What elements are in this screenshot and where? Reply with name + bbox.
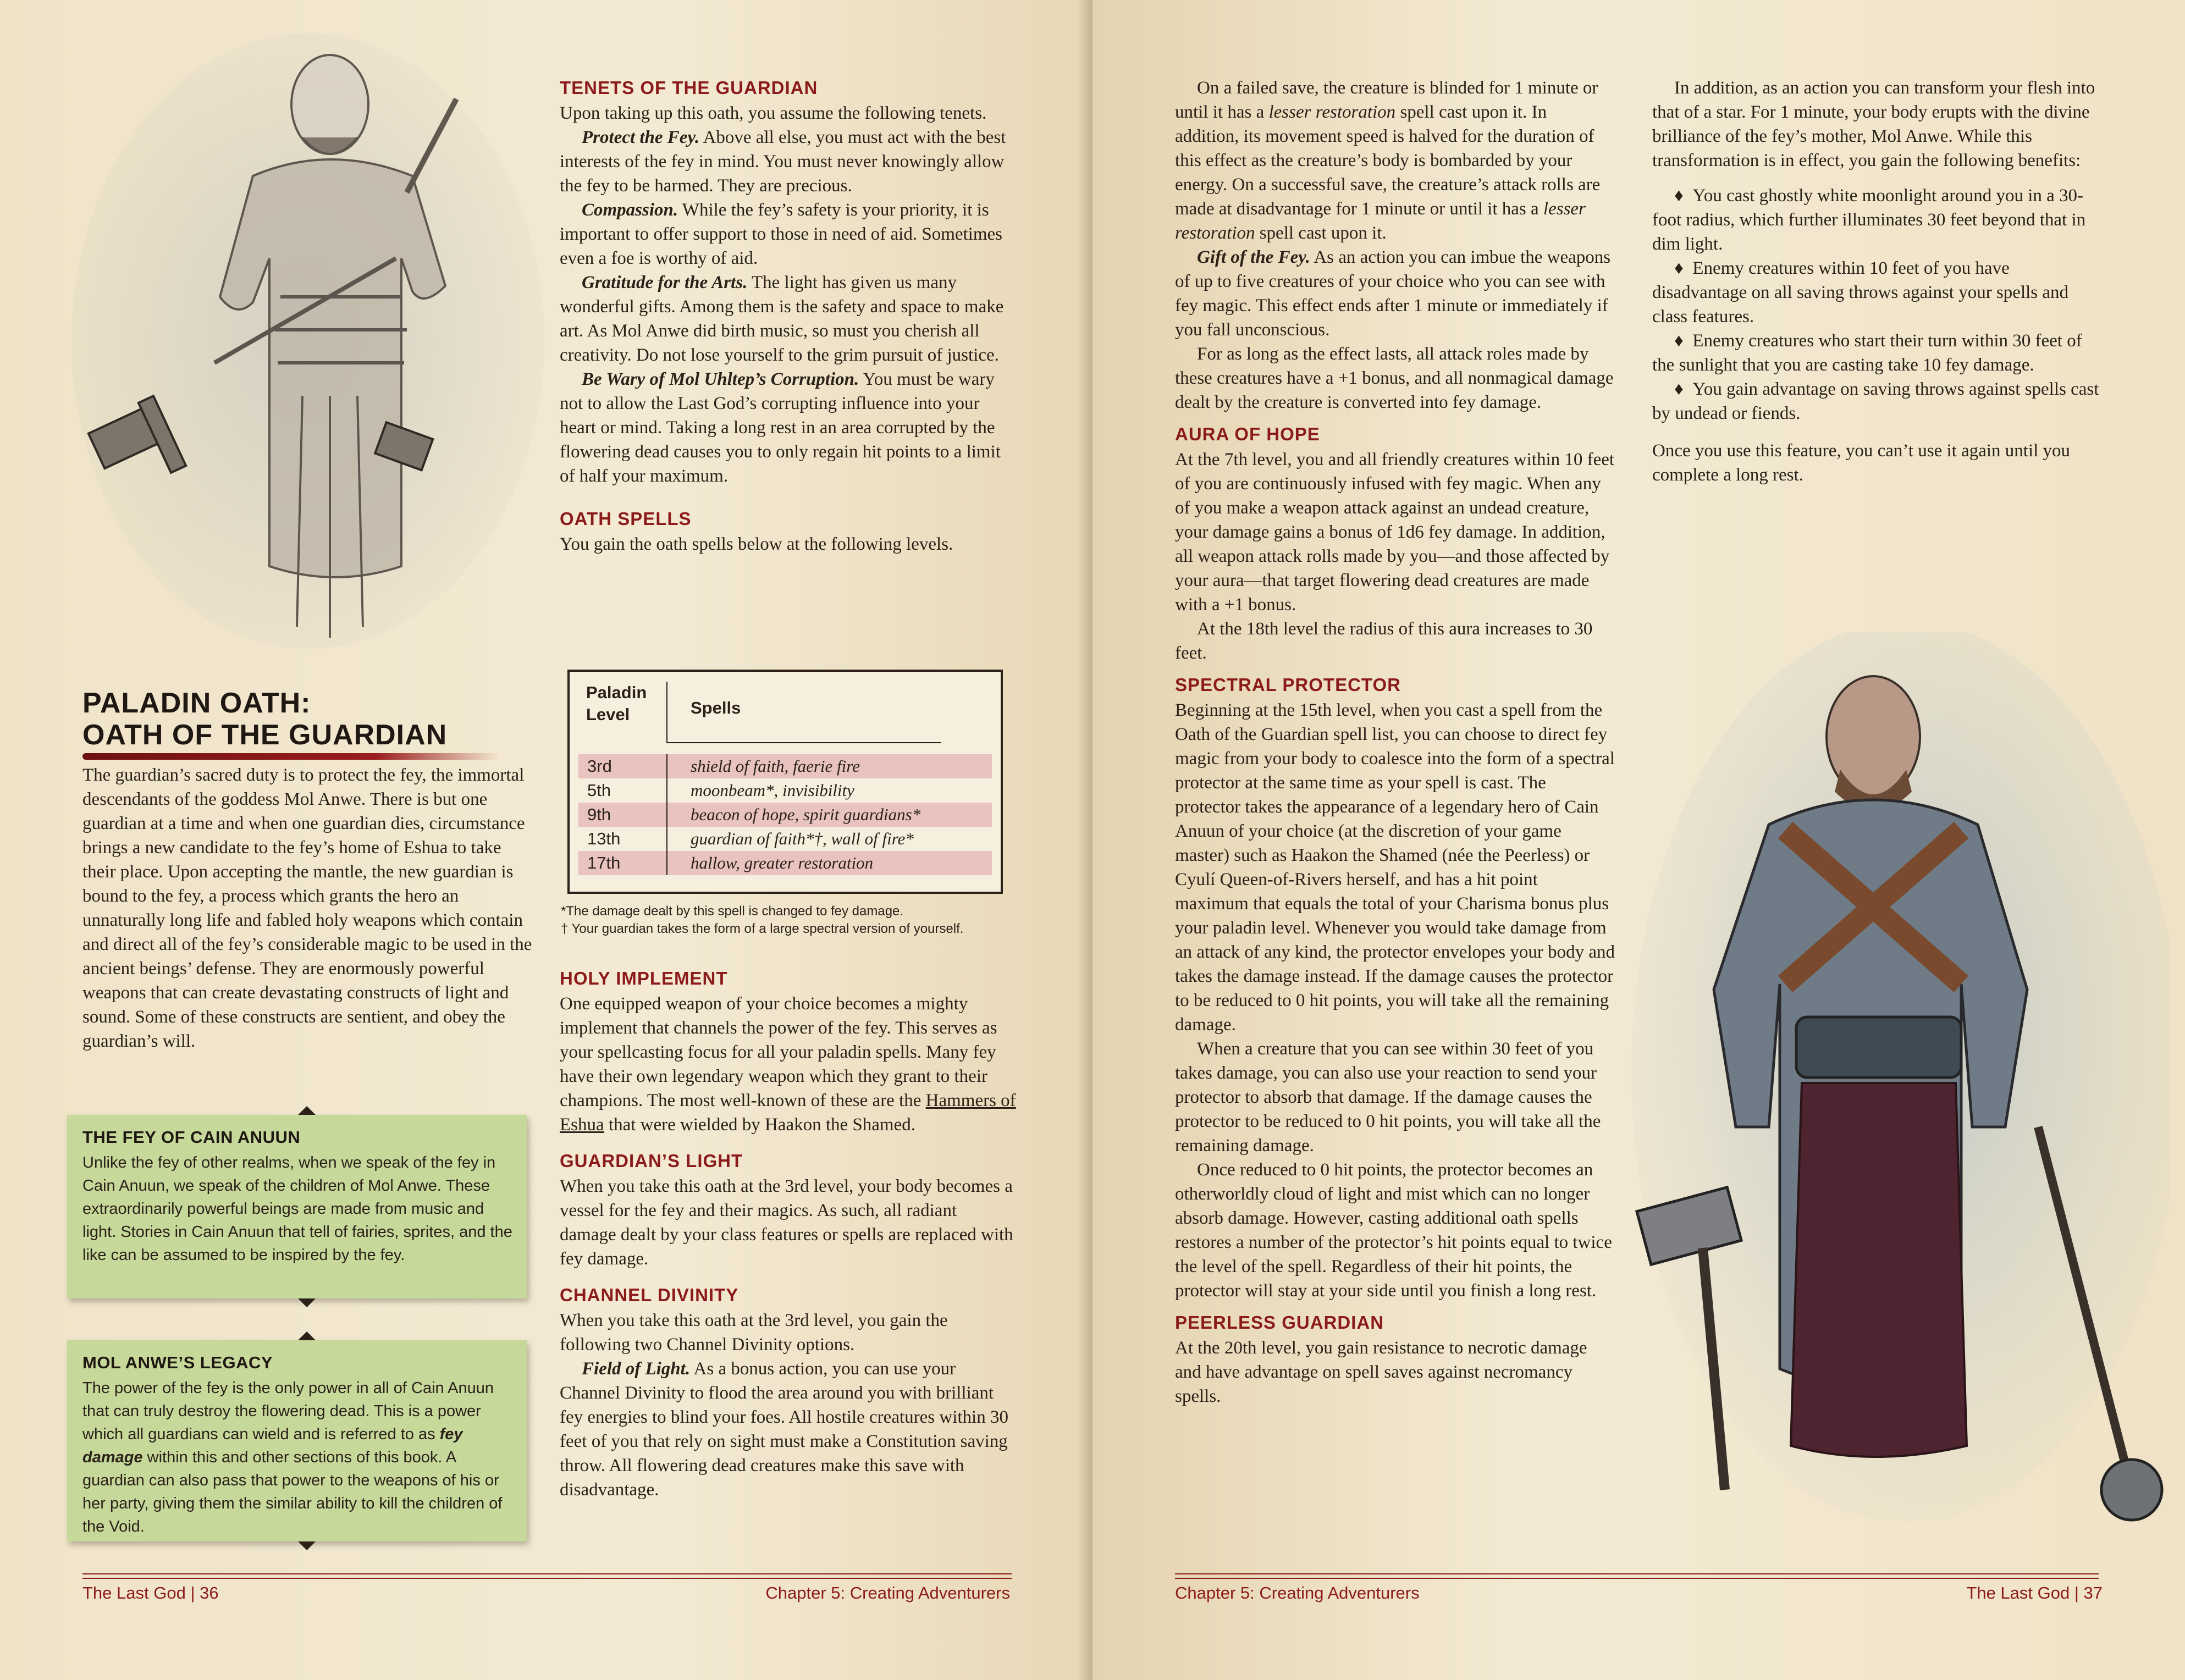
diamond-bullet-icon: ♦	[1674, 379, 1684, 399]
sidebar-heading: THE FEY OF CAIN ANUUN	[82, 1128, 301, 1147]
benefit-bullet: ♦ Enemy creatures who start their turn within 30 feet of the sunlight that you are casting take 10 fey damage.	[1652, 331, 2082, 375]
footer-book-page-left: The Last God | 36	[82, 1583, 219, 1602]
spectral-protector-text-3: Once reduced to 0 hit points, the protector becomes an otherworldly cloud of light and mist which can no longer absorb damage. However, casting additional oath spells restores a number of the protector’s hit points equal to twice the level of the spell. Regardless of their hit points, the protector will stay at your side until you finish a long rest.	[1175, 1160, 1612, 1301]
star-form-intro: In addition, as an action you can transform your flesh into that of a star. For 1 minute, your body erupts with the divine brilliance of the fey’s mother, Mol Anwe. While this transformation is in effect, you gain the following benefits:	[1652, 78, 2095, 170]
left-intro-column	[82, 763, 532, 1053]
sidebar-text-c: within this and other sections of this book. A guardian can also pass that power to the weapons of his or her party, giving them the similar ability to kill the children of the Void.	[82, 1449, 503, 1535]
table-header-level: Paladin Level	[586, 683, 647, 724]
sidebar-notch-top	[298, 1106, 316, 1115]
color-paladin-illustration	[1620, 632, 2170, 1567]
fey-damage-term: fey damage	[82, 1425, 463, 1466]
sidebar-heading: MOL ANWE’S LEGACY	[82, 1353, 273, 1372]
spectral-protector-heading: SPECTRAL PROTECTOR	[1175, 675, 1401, 695]
left-page	[0, 0, 1092, 1680]
table-header-rule	[666, 742, 941, 743]
footer-chapter-left: Chapter 5: Creating Adventurers	[765, 1583, 1010, 1602]
guardians-light-text: When you take this oath at the 3rd level, your body becomes a vessel for the fey and their magics. As such, all radiant damage dealt by your class features or spells are replaced with fey damage.	[560, 1176, 1013, 1269]
sidebar-notch-bottom	[298, 1298, 316, 1307]
right-page	[1092, 0, 2185, 1680]
aura-of-hope-text-2: At the 18th level the radius of this aura increases to 30 feet.	[1175, 619, 1593, 663]
spectral-protector-text: Beginning at the 15th level, when you cast a spell from the Oath of the Guardian spell list, you can choose to direct fey magic from your body to coalesce into the form of a spectral protector at the same time as your spell is cast. The protector takes the appearance of a legendary hero of Cain Anuun of your choice (at the discretion of your game master) such as Haakon the Shamed (née the Peerless) or Cyulí Queen-of-Rivers herself, and has a hit point maximum that equals the total of your Charisma bonus plus your paladin level. Whenever you would take damage from an attack of any kind, the protector envelopes your body and takes the damage instead. If the damage causes the protector to be reduced to 0 hit points, you will take all the remaining damage.	[1175, 700, 1615, 1035]
oath-spells-table	[567, 670, 1003, 894]
aura-of-hope-heading: AURA OF HOPE	[1175, 424, 1320, 444]
title-brush-stroke	[82, 753, 500, 760]
spectral-protector-text-2: When a creature that you can see within 30 feet of you takes damage, you can also use your reaction to send your protector to absorb that damage. If the damage causes the protector to be reduced to 0 hit points, you will take all the remaining damage.	[1175, 1039, 1601, 1156]
diamond-bullet-icon: ♦	[1674, 258, 1684, 278]
gift-of-the-fey-text-2: For as long as the effect lasts, all attack roles made by these creatures have a +1 bonus, and all nonmagical damage dealt by the creature is converted into fey damage.	[1175, 344, 1614, 412]
table-row: 17th hallow, greater restoration	[578, 851, 992, 875]
tenets-heading: TENETS OF THE GUARDIAN	[560, 78, 818, 98]
tenet-item: Protect the Fey. Above all else, you must act with the best interests of the fey in mind. You must never knowingly allow the fey to be harmed. They are precious.	[560, 128, 1006, 196]
table-footnotes	[561, 903, 1023, 938]
channel-divinity-heading: CHANNEL DIVINITY	[560, 1285, 739, 1305]
diamond-bullet-icon: ♦	[1674, 186, 1684, 206]
footnote-dagger: † Your guardian takes the form of a large spectral version of yourself.	[561, 921, 964, 936]
intro-paragraph: The guardian’s sacred duty is to protect the fey, the immortal descendants of the goddess Mol Anwe. There is but one guardian at a time and when one guardian dies, circumstance brings a new candidate to the fey’s home of Eshua to take their place. Upon accepting the mantle, the new guardian is bound to the fey, a process which grants the hero an unnaturally long life and fabled holy weapons which contain and direct all of the fey’s considerable magic to be used in the ancient beings’ defense. They are enormously powerful weapons that can create devastating constructs of light and sound. Some of these constructs are sentient, and obey the guardian’s will.	[82, 765, 532, 1051]
tenet-item: Be Wary of Mol Uhltep’s Corruption. You must be wary not to allow the Last God’s corrupting influence into your heart or mind. Taking a long rest in an area corrupted by the flowering dead causes you to only regain hit points to a limit of half your maximum.	[560, 369, 1001, 486]
diamond-bullet-icon: ♦	[1674, 331, 1684, 351]
oath-spells-heading: OATH SPELLS	[560, 509, 692, 529]
peerless-guardian-heading: PEERLESS GUARDIAN	[1175, 1312, 1384, 1333]
left-column-2	[560, 76, 1016, 556]
sidebar-mol-anwes-legacy	[67, 1340, 527, 1541]
footer-book-page-right: The Last God | 37	[1966, 1583, 2103, 1602]
benefit-bullet: ♦ You cast ghostly white moonlight around you in a 30-foot radius, which further illuminates 30 feet beyond that in dim light.	[1652, 186, 2086, 254]
tenet-item: Compassion. While the fey’s safety is your priority, it is important to offer support to those in need of aid. Sometimes even a foe is worthy of aid.	[560, 200, 1003, 268]
footer-rule-right	[1175, 1573, 2099, 1579]
hammers-of-eshua-link[interactable]: Hammers of Eshua	[560, 1091, 1016, 1135]
benefit-bullet: ♦ You gain advantage on saving throws against spells cast by undead or fiends.	[1652, 379, 2099, 423]
failed-save-text: On a failed save, the creature is blinded for 1 minute or until it has a lesser restoration spell cast upon it. In addition, its movement speed is halved for the duration of this effect as the creature’s body is bombarded by your energy. On a successful save, the creature’s attack rolls are made at disadvantage for 1 minute or until it has a lesser restoration spell cast upon it.	[1175, 78, 1601, 243]
sidebar-fey-of-cain-anuun	[67, 1115, 527, 1298]
table-header-divider	[666, 682, 667, 742]
footer-chapter-right: Chapter 5: Creating Adventurers	[1175, 1583, 1420, 1602]
left-column-2-lower	[560, 966, 1016, 1502]
table-header-spells: Spells	[691, 698, 741, 717]
holy-implement-heading: HOLY IMPLEMENT	[560, 968, 728, 988]
peerless-guardian-text: At the 20th level, you gain resistance to necrotic damage and have advantage on spell saves against necromancy spells.	[1175, 1338, 1587, 1406]
sidebar-text: Unlike the fey of other realms, when we speak of the fey in Cain Anuun, we speak of the children of Mol Anwe. These extraordinarily powerful beings are made from music and light. Stories in Cain Anuun that tell of fairies, sprites, and the like can be assumed to be inspired by the fey.	[82, 1154, 512, 1264]
footnote-asterisk: *The damage dealt by this spell is changed to fey damage.	[561, 904, 904, 919]
benefit-bullet: ♦ Enemy creatures within 10 feet of you have disadvantage on all saving throws against your spells and class features.	[1652, 258, 2069, 327]
sidebar-text	[82, 1377, 514, 1538]
sidebar-text-a: The power of the fey is the only power in all of Cain Anuun that can truly destroy the flowering dead. This is a power which all guardians can wield and is referred to as	[82, 1379, 494, 1443]
table-row: 13th guardian of faith*†, wall of fire*	[578, 827, 992, 851]
tenets-intro: Upon taking up this oath, you assume the following tenets.	[560, 103, 987, 123]
table-row: 3rd shield of faith, faerie fire	[578, 754, 992, 778]
guardians-light-heading: GUARDIAN’S LIGHT	[560, 1151, 743, 1171]
tenet-item: Gratitude for the Arts. The light has given us many wonderful gifts. Among them is the safety and space to make art. As Mol Anwe did birth music, so must you cherish all creativity. Do not lose yourself to the grim pursuit of justice.	[560, 273, 1004, 365]
star-form-outro: Once you use this feature, you can’t use it again until you complete a long rest.	[1652, 441, 2071, 485]
sidebar-notch-bottom	[298, 1541, 316, 1550]
right-column-1	[1175, 76, 1615, 1408]
gift-of-the-fey-text: Gift of the Fey. As an action you can imbue the weapons of up to five creatures of your choice who you can see with fey magic. This effect ends after 1 minute or immediately if you fall unconscious.	[1175, 247, 1611, 340]
sidebar-notch-top	[298, 1331, 316, 1340]
channel-divinity-text: When you take this oath at the 3rd level, you gain the following two Channel Divinity options.	[560, 1311, 948, 1355]
table-row: 9th beacon of hope, spirit guardians*	[578, 803, 992, 827]
oath-spells-intro: You gain the oath spells below at the following levels.	[560, 534, 953, 554]
table-row: 5th moonbeam*, invisibility	[578, 778, 992, 803]
field-of-light-text: Field of Light. As a bonus action, you can use your Channel Divinity to flood the area around you with brilliant fey energies to blind your foes. All hostile creatures within 30 feet of you that rely on sight must make a Constitution saving throw. All flowering dead creatures make this save with disadvantage.	[560, 1359, 1008, 1500]
aura-of-hope-text: At the 7th level, you and all friendly creatures within 10 feet of you are continuously infused with fey magic. When any of you make a weapon attack against an undead creature, your damage gains a bonus of 1d6 fey damage. In addition, all weapon attack rolls made by you—and those affected by your aura—that target flowering dead creatures are made with a +1 bonus.	[1175, 450, 1615, 615]
oath-title-line2: OATH OF THE GUARDIAN	[82, 719, 448, 751]
oath-title-line1: PALADIN OATH:	[82, 687, 311, 719]
footer-rule-left	[82, 1573, 1012, 1579]
holy-implement-text: One equipped weapon of your choice becomes a mighty implement that channels the power of the fey. This serves as your spellcasting focus for all your paladin spells. Many fey have their own legendary weapon which they grant to their champions. The most well-known of these are the Hammers of Eshua that were wielded by Haakon the Shamed.	[560, 994, 1016, 1135]
sketch-paladin-illustration	[71, 11, 544, 671]
right-column-2	[1652, 76, 2103, 487]
oath-title	[82, 687, 511, 751]
